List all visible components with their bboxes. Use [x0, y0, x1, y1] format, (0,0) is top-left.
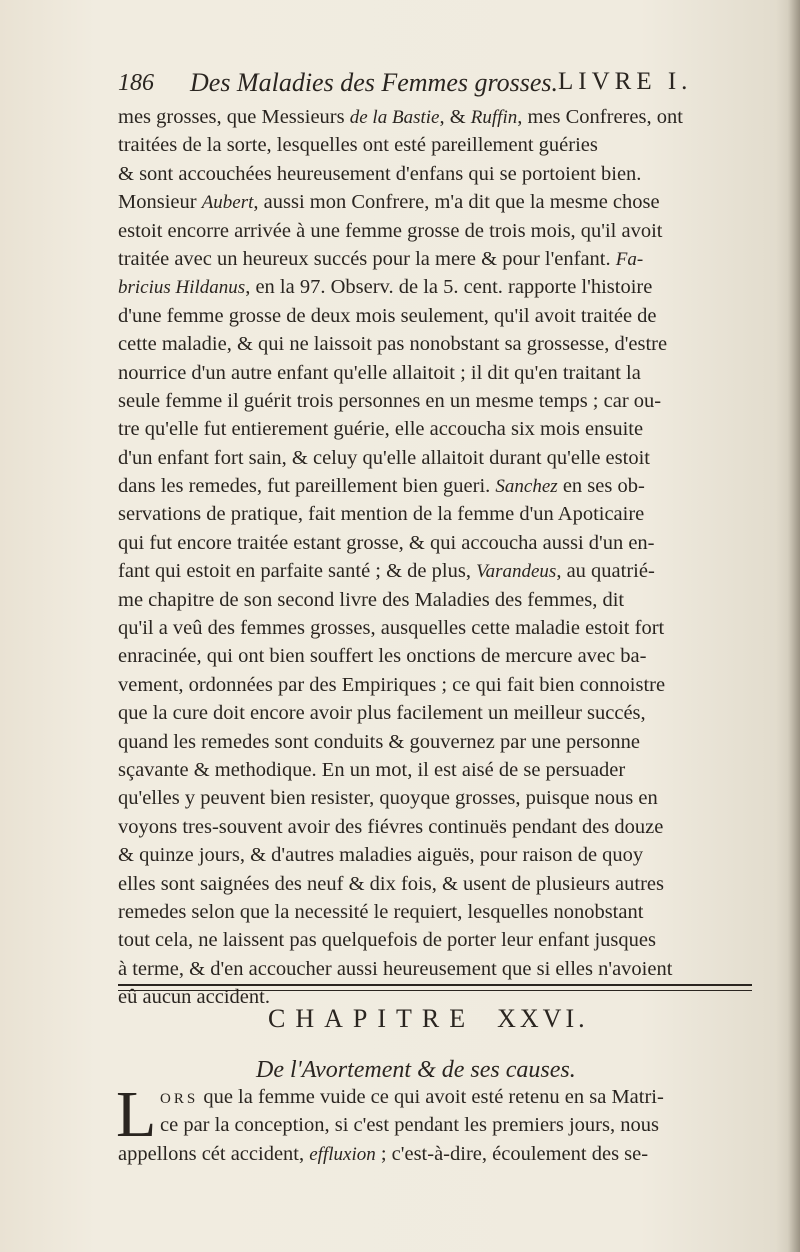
- text-line: [118, 642, 764, 670]
- text-line: [118, 330, 764, 358]
- chapter-number: XXVI.: [497, 1004, 589, 1033]
- text-run: , &: [439, 106, 471, 128]
- italic-name: bricius Hildanus: [118, 277, 246, 299]
- text-line: [118, 728, 764, 756]
- text-run: vement, ordonnées par des Empiriques ; ce qui fait bien connoistre: [118, 673, 666, 696]
- book-label: LIVRE I.: [558, 68, 693, 95]
- text-run: dans les remedes, fut pareillement bien gueri.: [118, 475, 496, 498]
- text-run: enracinée, qui ont bien souffert les onctions de mercure avec ba-: [118, 645, 647, 668]
- body-text: [118, 103, 764, 1012]
- text-run: , en la 97. Observ. de la 5. cent. rapporte l'histoire: [245, 276, 653, 299]
- text-run: remedes selon que la necessité le requiert, lesquelles nonobstant: [118, 900, 644, 923]
- text-line: [118, 926, 764, 954]
- running-header: [118, 68, 748, 102]
- text-run: voyons tres-souvent avoir des fiévres continuës pendant des douze: [118, 815, 664, 838]
- text-line: [118, 160, 764, 188]
- text-run: & sont accouchées heureusement d'enfans qui se portoient bien.: [118, 162, 642, 185]
- text-line: [118, 472, 764, 500]
- text-line: [118, 500, 764, 528]
- text-run: tre qu'elle fut entierement guérie, elle accoucha six mois ensuite: [118, 418, 644, 441]
- text-run: & quinze jours, & d'autres maladies aiguës, pour raison de quoy: [118, 844, 644, 867]
- text-run: eû aucun accident.: [118, 986, 270, 1009]
- italic-name: Varandeus: [476, 561, 557, 583]
- italic-name: Sanchez: [495, 476, 558, 498]
- text-line: [118, 784, 764, 812]
- text-line: [118, 841, 764, 869]
- text-line: [118, 387, 764, 415]
- text-run: d'un enfant fort sain, & celuy qu'elle allaitoit durant qu'elle estoit: [118, 446, 650, 469]
- text-line: [118, 870, 764, 898]
- chapter-label: CHAPITRE: [268, 1004, 476, 1033]
- text-line: [118, 444, 764, 472]
- page-gutter-shadow: [788, 0, 800, 1252]
- text-run: servations de pratique, fait mention de la femme d'un Apoticaire: [118, 503, 645, 526]
- text-line: [118, 586, 764, 614]
- text-line: [118, 1140, 764, 1168]
- text-line: [118, 671, 764, 699]
- text-line: [118, 131, 764, 159]
- text-line: [118, 614, 764, 642]
- text-line: [118, 415, 764, 443]
- text-run: qu'elles y peuvent bien resister, quoyque grosses, puisque nous en: [118, 787, 658, 810]
- text-run: elles sont saignées des neuf & dix fois, & usent de plusieurs autres: [118, 872, 664, 895]
- text-run: fant qui estoit en parfaite santé ; & de plus,: [118, 560, 477, 583]
- drop-capital: L: [116, 1078, 157, 1151]
- small-caps-text: ORS: [160, 1091, 199, 1107]
- text-run: quand les remedes sont conduits & gouvernez par une personne: [118, 730, 641, 753]
- text-line: [118, 529, 764, 557]
- text-run: sçavante & methodique. En un mot, il est aisé de se persuader: [118, 758, 626, 781]
- text-run: traitée avec un heureux succés pour la mere & pour l'enfant.: [118, 247, 616, 270]
- text-line: [118, 188, 764, 216]
- italic-name: Aubert: [201, 192, 254, 214]
- text-line: [118, 898, 764, 926]
- text-run: qui fut encore traitée estant grosse, & qui accoucha aussi d'un en-: [118, 531, 655, 554]
- text-run: tout cela, ne laissent pas quelquefois de porter leur enfant jusques: [118, 929, 656, 952]
- text-run: , mes Confreres, ont: [517, 106, 683, 128]
- italic-term: effluxion: [309, 1143, 376, 1165]
- text-line: [118, 273, 764, 301]
- text-run: me chapitre de son second livre des Maladies des femmes, dit: [118, 588, 625, 611]
- text-run: qu'il a veû des femmes grosses, ausquelles cette maladie estoit fort: [118, 617, 665, 640]
- text-run: Monsieur: [118, 191, 202, 214]
- italic-name: Fa-: [615, 248, 644, 270]
- text-run: traitées de la sorte, lesquelles ont esté pareillement guéries: [118, 134, 598, 157]
- text-run: que la femme vuide ce qui avoit esté retenu en sa Matri-: [198, 1086, 664, 1108]
- text-line: [118, 813, 764, 841]
- page-number: 186: [118, 70, 154, 96]
- text-line: [118, 557, 764, 585]
- chapter-divider-rule: [118, 984, 752, 991]
- text-line: [118, 302, 764, 330]
- text-run: estoit encorre arrivée à une femme grosse de trois mois, qu'il avoit: [118, 219, 663, 242]
- text-line: [118, 955, 764, 983]
- running-title: Des Maladies des Femmes grosses.: [190, 68, 559, 97]
- text-line: [118, 699, 764, 727]
- text-run: d'une femme grosse de deux mois seulement, qu'il avoit traitée de: [118, 304, 657, 327]
- text-run: mes grosses, que Messieurs: [118, 106, 350, 128]
- text-run: seule femme il guérit trois personnes en un mesme temps ; car ou-: [118, 389, 662, 412]
- text-run: que la cure doit encore avoir plus facilement un meilleur succés,: [118, 702, 646, 725]
- text-run: cette maladie, & qui ne laissoit pas nonobstant sa grossesse, d'estre: [118, 333, 668, 356]
- text-line: [118, 245, 764, 273]
- text-run: ; c'est-à-dire, écoulement des se-: [375, 1142, 649, 1165]
- text-line: [118, 217, 764, 245]
- text-line: ce par la conception, si c'est pendant les premiers jours, nous: [160, 1114, 659, 1137]
- text-run: à terme, & d'en accoucher aussi heureusement que si elles n'avoient: [118, 957, 673, 980]
- text-run: , au quatrié-: [556, 560, 655, 583]
- text-line: [118, 359, 764, 387]
- text-line: [118, 103, 764, 131]
- text-run: nourrice d'un autre enfant qu'elle allaitoit ; il dit qu'en traitant la: [118, 361, 641, 384]
- text-run: appellons cét accident,: [118, 1142, 310, 1165]
- chapter-title: De l'Avortement & de ses causes.: [256, 1057, 576, 1083]
- text-run: , aussi mon Confrere, m'a dit que la mesme chose: [253, 191, 660, 214]
- italic-name: de la Bastie: [349, 107, 440, 128]
- text-line: [118, 1083, 764, 1111]
- chapter-paragraph: [116, 1078, 764, 1168]
- chapter-heading: [268, 1004, 668, 1040]
- text-run: en ses ob-: [557, 475, 645, 498]
- italic-name: Ruffin: [470, 107, 518, 128]
- text-line: [118, 756, 764, 784]
